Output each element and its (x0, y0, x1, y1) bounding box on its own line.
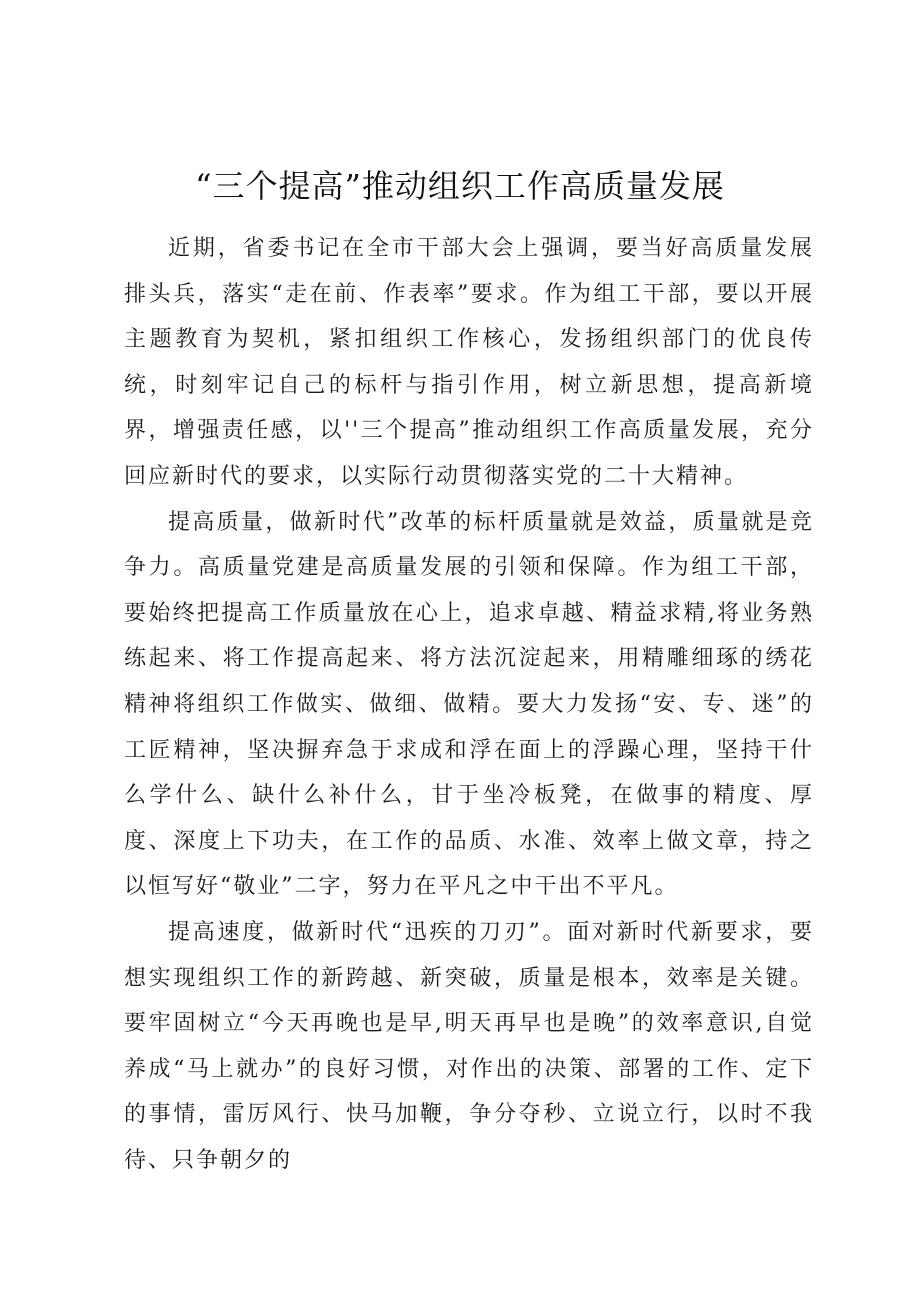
paragraph-intro: 近期，省委书记在全市干部大会上强调，要当好高质量发展排头兵，落实“走在前、作表率”要求。作为组工干部，要以开展主题教育为契机，紧扣组织工作核心，发扬组织部门的优良传统，时刻牢记自己的标杆与指引作用，树立新思想，提高新境界，增强责任感，以''三个提高”推动组织工作高质量发展，充分回应新时代的要求，以实际行动贯彻落实党的二十大精神。 (124, 236, 814, 489)
document-title: “三个提高”推动组织工作高质量发展 (195, 167, 725, 205)
paragraph-quality: 提高质量，做新时代”改革的标杆质量就是效益，质量就是竞争力。高质量党建是高质量发展的引领和保障。作为组工干部，要始终把提高工作质量放在心上，追求卓越、精益求精,将业务熟练起来、将工作提高起来、将方法沉淀起来，用精雕细琢的绣花精神将组织工作做实、做细、做精。要大力发扬“安、专、迷”的工匠精神，坚决摒弃急于求成和浮在面上的浮躁心理，坚持干什么学什么、缺什么补什么，甘于坐冷板凳，在做事的精度、厚度、深度上下功夫，在工作的品质、水准、效率上做文章，持之以恒写好“敬业”二字，努力在平凡之中干出不平凡。 (124, 509, 814, 900)
paragraph-speed: 提高速度，做新时代“迅疾的刀刃”。面对新时代新要求，要想实现组织工作的新跨越、新突破，质量是根本，效率是关键。要牢固树立“今天再晚也是早,明天再早也是晚”的效率意识,自觉养成“马上就办”的良好习惯，对作出的决策、部署的工作、定下的事情，雷厉风行、快马加鞭，争分夺秒、立说立行，以时不我待、只争朝夕的 (124, 919, 814, 1173)
document-body (124, 226, 814, 1183)
